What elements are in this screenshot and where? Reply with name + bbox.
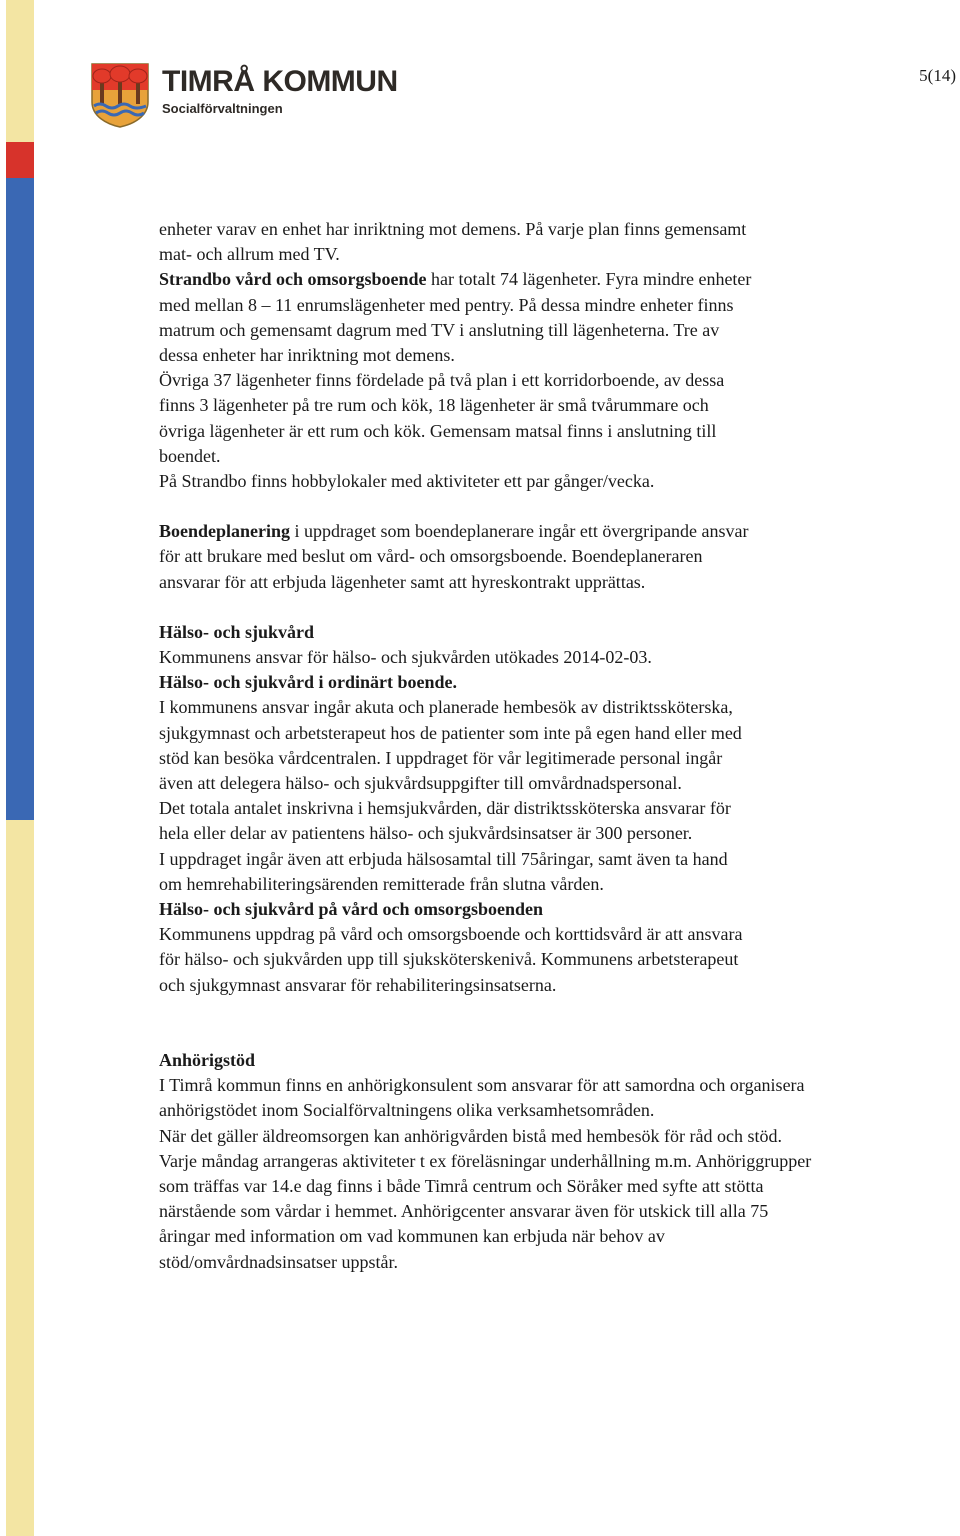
text-line: På Strandbo finns hobbylokaler med aktiviteter ett par gånger/vecka. (159, 471, 655, 492)
coat-of-arms-icon (90, 62, 150, 128)
text-span: har totalt 74 lägenheter. (426, 269, 601, 290)
text-line: I kommunens ansvar ingår akuta och planerade hembesök av distriktssköterska, (159, 697, 733, 718)
timra-kommun-logo (90, 62, 398, 128)
logo-subtitle: Socialförvaltningen (162, 101, 283, 116)
section-heading (159, 897, 957, 922)
text-line (159, 267, 957, 292)
bold-term: Strandbo vård och omsorgsboende (159, 269, 427, 290)
page-number: 5(14) (919, 66, 956, 85)
side-stripe-yellow-bottom (6, 820, 34, 1536)
text-line: och sjukgymnast ansvarar för rehabiliteringsinsatserna. (159, 974, 557, 995)
text-line: som träffas var 14.e dag finns i både Timrå centrum och Söråker med syfte att stötta (159, 1175, 764, 1196)
section-heading (159, 1048, 957, 1073)
text-line: finns 3 lägenheter på tre rum och kök, 18 lägenheter är små tvårummare och (159, 395, 709, 416)
text-line: dessa enheter har inriktning mot demens. (159, 345, 455, 366)
text-line: anhörigstödet inom Socialförvaltningens olika verksamhetsområden. (159, 1100, 655, 1121)
text-span: i uppdraget som boendeplanerare ingår ett övergripande ansvar (290, 521, 749, 542)
text-line: även att delegera hälso- och sjukvårdsuppgifter till omvårdnadspersonal. (159, 773, 682, 794)
text-line: om hemrehabiliteringsärenden remitterade från slutna vården. (159, 873, 604, 894)
heading-text: Hälso- och sjukvård i ordinärt boende. (159, 672, 458, 693)
text-line: enheter varav en enhet har inriktning mot demens. På varje plan finns gemensamt (159, 219, 747, 239)
document-body (159, 217, 957, 1275)
logo-name: TIMRÅ KOMMUN (162, 65, 398, 98)
text-line: åringar med information om vad kommunen kan erbjuda när behov av (159, 1226, 665, 1247)
text-line: hela eller delar av patientens hälso- och sjukvårdsinsatser är 300 personer. (159, 823, 693, 844)
text-line: för att brukare med beslut om vård- och omsorgsboende. Boendeplaneraren (159, 546, 703, 567)
text-line: stöd kan besöka vårdcentralen. I uppdraget för vår legitimerade personal ingår (159, 747, 723, 768)
text-line: Kommunens uppdrag på vård och omsorgsboende och korttidsvård är att ansvara (159, 924, 743, 945)
heading-text: Hälso- och sjukvård (159, 621, 315, 642)
text-line: ansvarar för att erbjuda lägenheter samt att hyreskontrakt upprättas. (159, 571, 646, 592)
side-stripe-blue (6, 178, 34, 820)
text-line: Varje måndag arrangeras aktiviteter t ex föreläsningar underhållning m.m. Anhöriggrupper (159, 1150, 812, 1171)
text-line: för hälso- och sjukvården upp till sjuksköterskenivå. Kommunens arbetsterapeut (159, 949, 739, 970)
text-line: matrum och gemensamt dagrum med TV i anslutning till lägenheterna. Tre av (159, 319, 720, 340)
text-line: stöd/omvårdnadsinsatser uppstår. (159, 1251, 398, 1272)
side-stripe-yellow-top (6, 0, 34, 142)
text-line: Det totala antalet inskrivna i hemsjukvården, där distriktssköterska ansvarar för (159, 798, 731, 819)
heading-text: Hälso- och sjukvård på vård och omsorgsboenden (159, 899, 544, 920)
text-line: Övriga 37 lägenheter finns fördelade på två plan i ett korridorboende, av dessa (159, 370, 725, 391)
side-stripe-red (6, 142, 34, 178)
text-line: I Timrå kommun finns en anhörigkonsulent som ansvarar för att samordna och organisera (159, 1075, 805, 1096)
bold-term: Boendeplanering (159, 521, 291, 542)
text-line: Kommunens ansvar för hälso- och sjukvården utökades 2014-02-03. (159, 647, 652, 668)
text-line: sjukgymnast och arbetsterapeut hos de patienter som inte på egen hand eller med (159, 722, 742, 743)
text-line: I uppdraget ingår även att erbjuda hälsosamtal till 75åringar, samt även ta hand (159, 848, 728, 869)
text-line: med mellan 8 – 11 enrumslägenheter med pentry. På dessa mindre enheter finns (159, 294, 734, 315)
text-line (159, 519, 957, 544)
text-line: övriga lägenheter är ett rum och kök. Gemensam matsal finns i anslutning till (159, 420, 717, 441)
text-line: boendet. (159, 445, 221, 466)
text-line: närstående som vårdar i hemmet. Anhörigcenter ansvarar även för utskick till alla 75 (159, 1201, 769, 1222)
section-heading (159, 620, 957, 645)
text-line: mat- och allrum med TV. (159, 244, 340, 265)
heading-text: Anhörigstöd (159, 1049, 256, 1070)
text-span: Fyra mindre enheter (600, 269, 752, 290)
text-line: När det gäller äldreomsorgen kan anhörigvården bistå med hembesök för råd och stöd. (159, 1125, 782, 1146)
section-heading (159, 670, 957, 695)
